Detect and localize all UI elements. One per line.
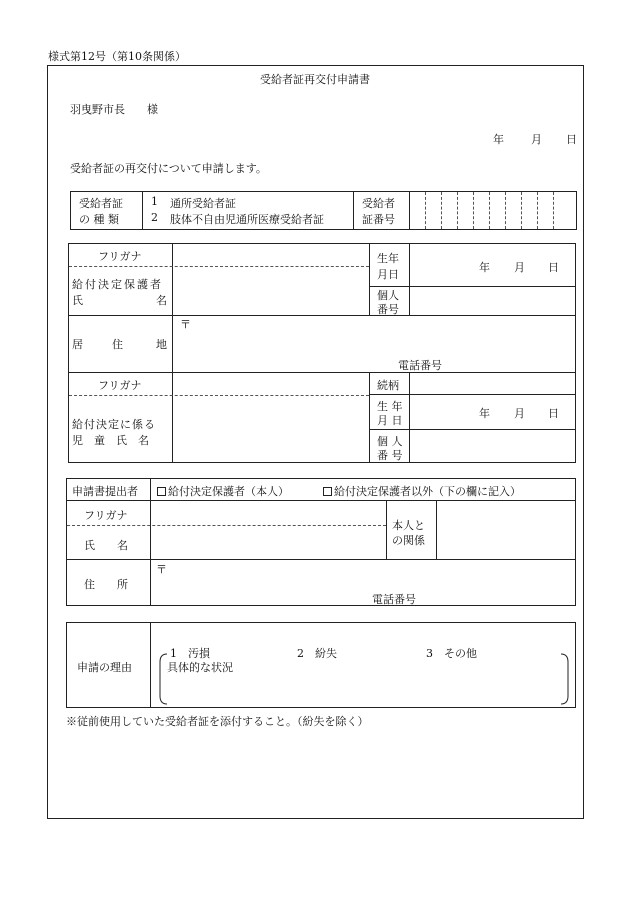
child-furigana-label: フリガナ bbox=[98, 379, 142, 392]
cert-number-label: 受給者 bbox=[362, 197, 395, 210]
submitter-option-self-label: 給付決定保護者（本人） bbox=[168, 485, 289, 498]
applicant-name-label: 氏 名 bbox=[84, 539, 128, 552]
request-statement: 受給者証の再交付について申請します。 bbox=[70, 162, 267, 175]
cert-number-label-2: 証番号 bbox=[362, 213, 395, 226]
submitter-label: 申請書提出者 bbox=[72, 485, 138, 498]
child-name-label: 給付決定に係る bbox=[72, 418, 156, 431]
reason-option-3: 3 その他 bbox=[426, 647, 477, 660]
submitter-option-self[interactable] bbox=[157, 483, 289, 499]
guardian-name-label: 給付決定保護者 bbox=[72, 278, 163, 291]
form-title: 受給者証再交付申請書 bbox=[260, 73, 370, 86]
submitter-option-other-label: 給付決定保護者以外（下の欄に記入） bbox=[334, 485, 521, 498]
cert-option-2: 肢体不自由児通所医療受給者証 bbox=[170, 213, 324, 226]
guardian-furigana-label: フリガナ bbox=[98, 250, 142, 263]
reason-option-2: 2 紛失 bbox=[297, 647, 337, 660]
applicant-address-label: 住 所 bbox=[84, 578, 128, 591]
form-number: 様式第12号（第10条関係） bbox=[48, 50, 186, 63]
guardian-id-label-2: 番号 bbox=[377, 303, 399, 316]
child-birth-label: 生 年 bbox=[377, 400, 403, 413]
guardian-name-label-a: 氏 bbox=[72, 294, 83, 307]
guardian-address-label-c: 地 bbox=[156, 338, 167, 351]
guardian-postal-mark: 〒 bbox=[180, 318, 191, 331]
guardian-address-label-a: 居 bbox=[72, 338, 83, 351]
submitter-option-other[interactable] bbox=[323, 483, 521, 499]
applicant-postal-mark: 〒 bbox=[156, 563, 167, 576]
applicant-relation-label-2: の関係 bbox=[392, 534, 425, 547]
date-day: 日 bbox=[566, 133, 577, 146]
cert-type-label-2: の 種 類 bbox=[79, 213, 119, 226]
child-birth-label-2: 月 日 bbox=[377, 414, 403, 427]
reason-details-label: 具体的な状況 bbox=[167, 661, 233, 674]
guardian-birth-day: 日 bbox=[548, 261, 559, 274]
guardian-id-label: 個人 bbox=[377, 289, 399, 302]
cert-option-2-number: 2 bbox=[151, 211, 158, 224]
child-birth-day: 日 bbox=[548, 407, 559, 420]
attachment-note: ※従前使用していた受給者証を添付すること。（紛失を除く） bbox=[66, 715, 369, 728]
guardian-name-label-b: 名 bbox=[156, 294, 167, 307]
cert-type-label: 受給者証 bbox=[79, 197, 123, 210]
self-checkbox[interactable] bbox=[157, 487, 166, 496]
applicant-furigana-label: フリガナ bbox=[84, 509, 128, 522]
date-year: 年 bbox=[493, 133, 504, 146]
other-checkbox[interactable] bbox=[323, 487, 332, 496]
cert-option-1-number: 1 bbox=[151, 195, 158, 208]
reason-option-1: 1 汚損 bbox=[170, 647, 210, 660]
guardian-birth-month: 月 bbox=[514, 261, 525, 274]
child-birth-year: 年 bbox=[479, 407, 490, 420]
addressee: 羽曳野市長 様 bbox=[70, 103, 158, 116]
child-relation-label: 続柄 bbox=[377, 379, 399, 392]
child-name-label-2: 児 童 氏 名 bbox=[72, 434, 149, 447]
guardian-birth-year: 年 bbox=[479, 261, 490, 274]
guardian-birth-label: 生年 bbox=[377, 252, 399, 265]
child-id-label-2: 番 号 bbox=[377, 449, 403, 462]
applicant-relation-label: 本人と bbox=[392, 519, 425, 532]
date-month: 月 bbox=[531, 133, 542, 146]
child-id-label: 個 人 bbox=[377, 435, 403, 448]
reason-label: 申請の理由 bbox=[77, 661, 132, 674]
guardian-phone-label: 電話番号 bbox=[398, 359, 442, 372]
guardian-address-label-b: 住 bbox=[112, 338, 123, 351]
guardian-birth-label-2: 月日 bbox=[377, 268, 399, 281]
applicant-phone-label: 電話番号 bbox=[372, 593, 416, 606]
child-birth-month: 月 bbox=[514, 407, 525, 420]
cert-option-1: 通所受給者証 bbox=[170, 197, 236, 210]
